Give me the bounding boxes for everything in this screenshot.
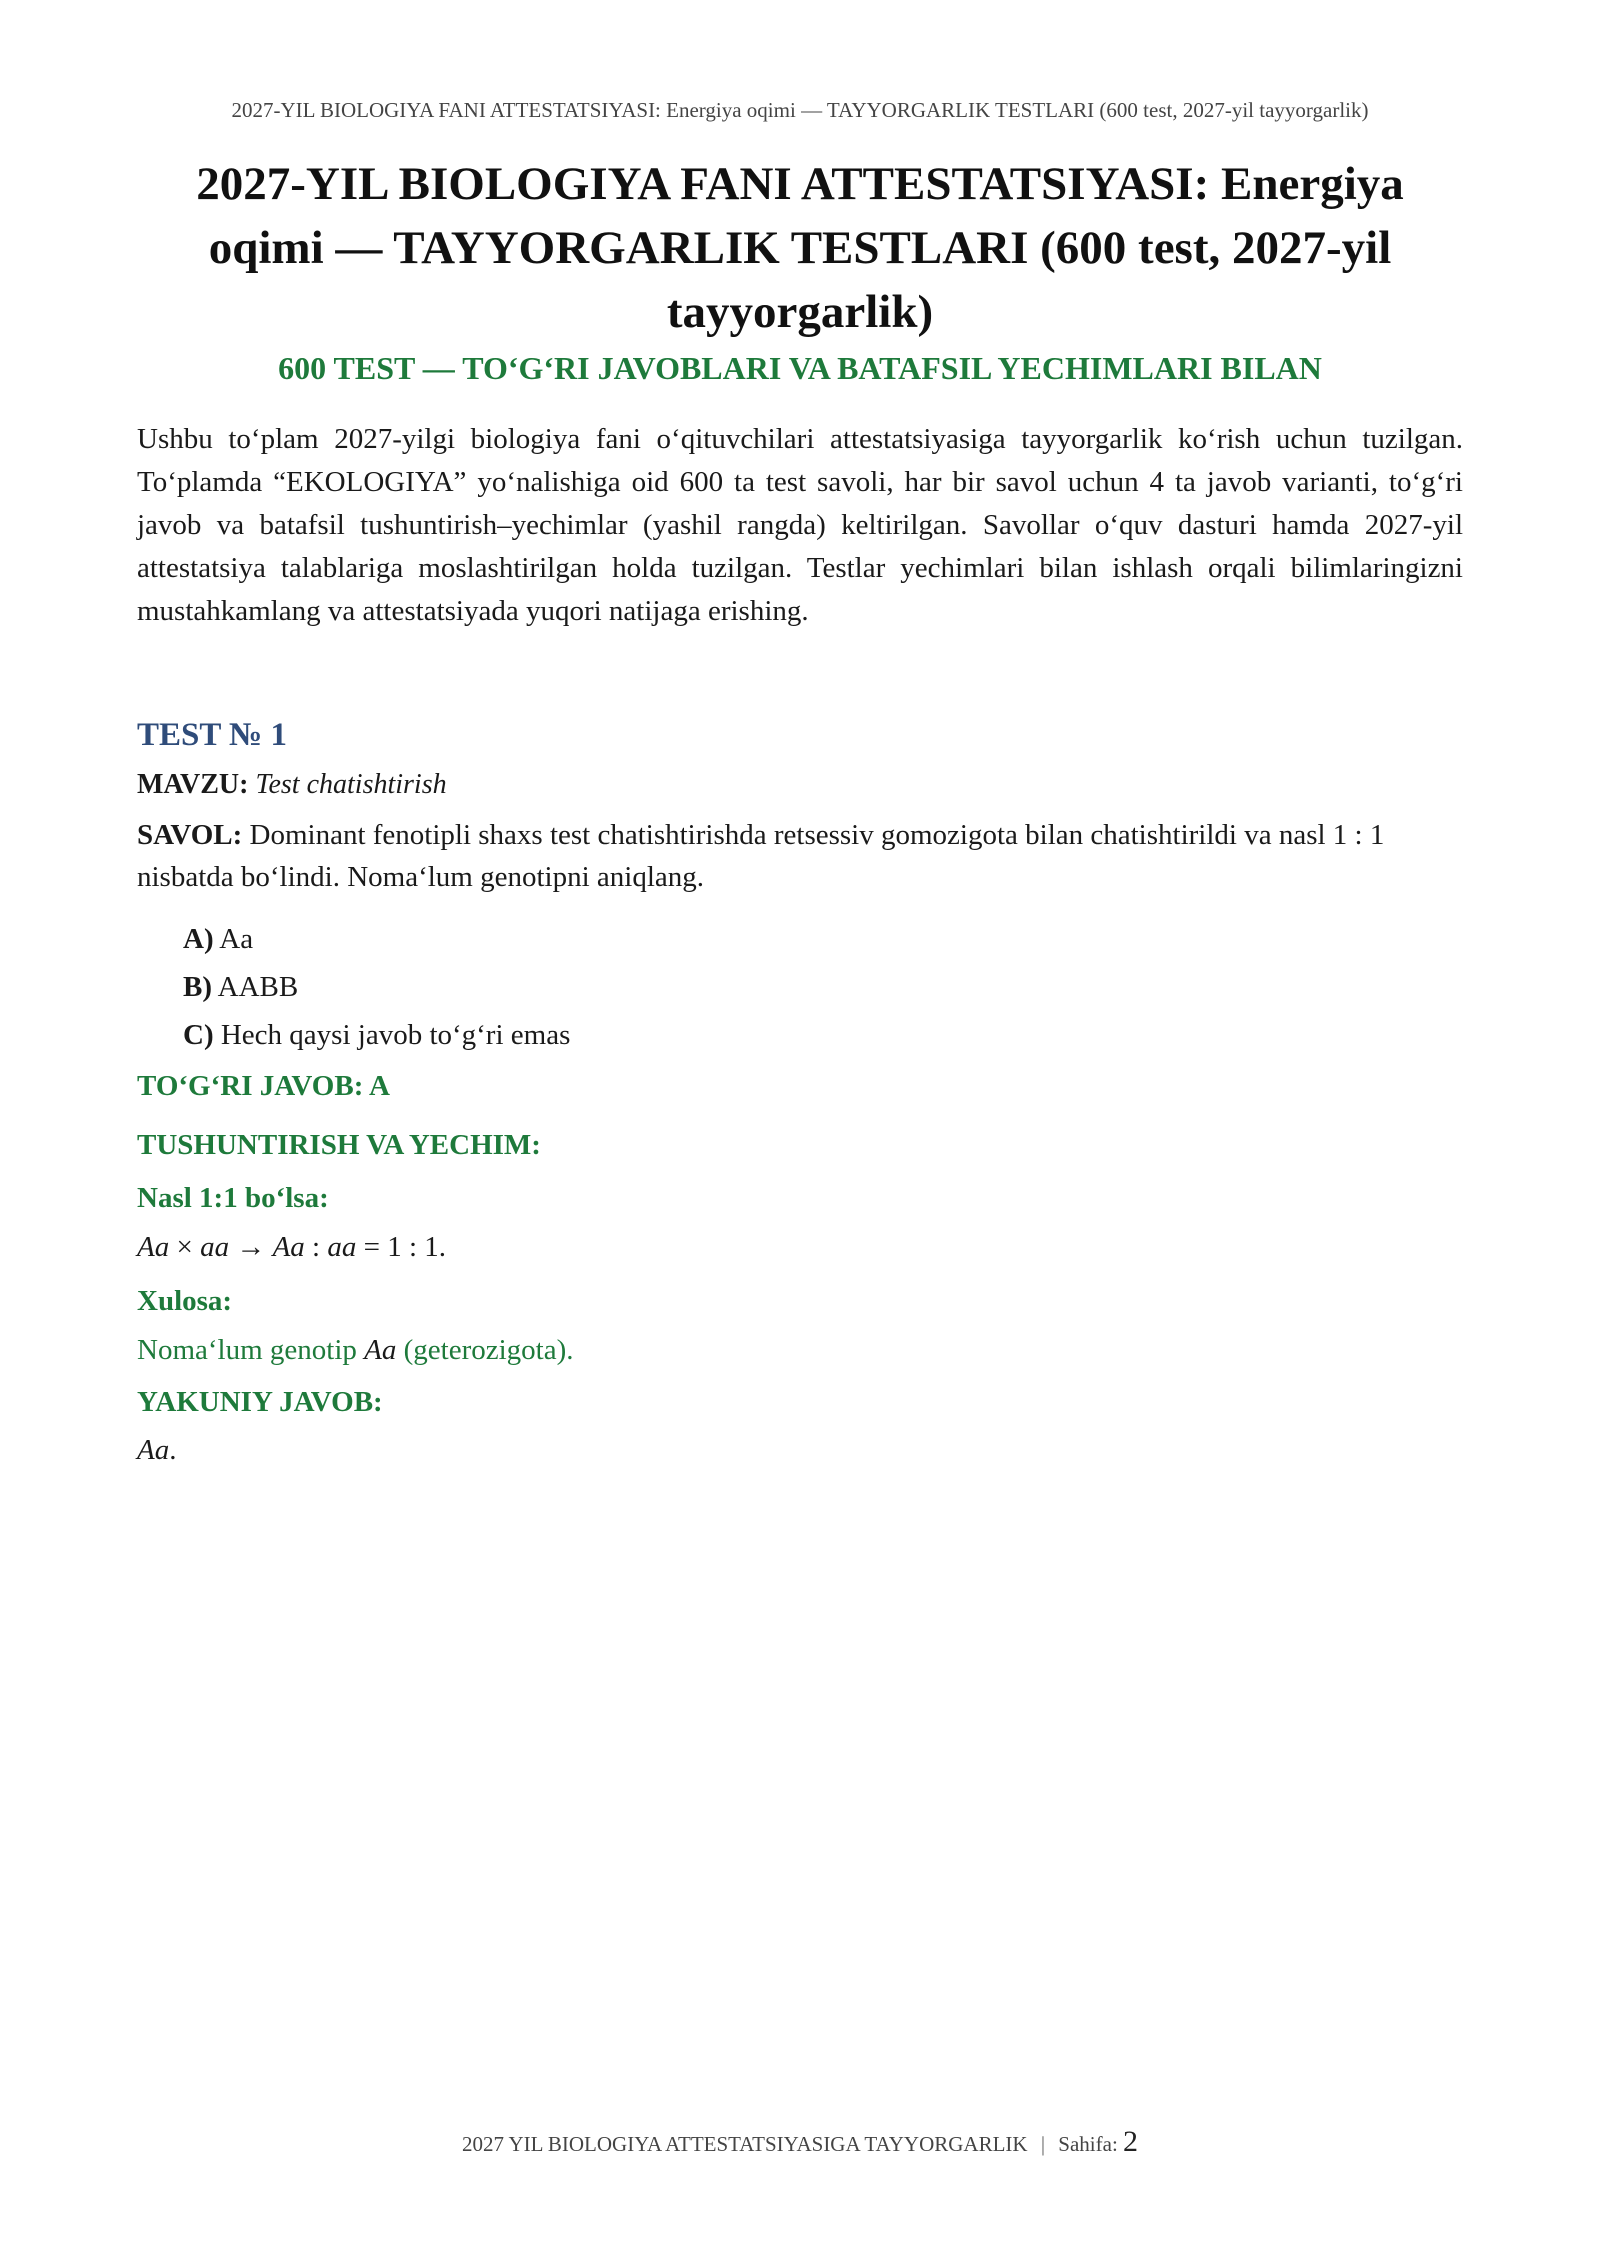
formula-ratio: = 1 : 1. [356,1231,447,1263]
question-label: SAVOL: [137,819,243,851]
conclusion-prefix: Noma‘lum genotip [137,1334,365,1366]
explanation-title: TUSHUNTIRISH VA YECHIM: [137,1129,541,1161]
conclusion-suffix: (geterozigota). [396,1334,574,1366]
intro-paragraph: Ushbu to‘plam 2027-yilgi biologiya fani o‘qituvchilari attestatsiyasiga tayyorgarlik ko‘rish uchun tuzilgan. To‘plamda “EKOLOGIYA” yo‘nalishiga oid 600 ta test savoli, har bir savol uchun 4 ta javob varianti, to‘g‘ri javob va batafsil tushuntirish–yechimlar (yashil rangda) keltirilgan. Savollar o‘quv dasturi hamda 2027-yil attestatsiya talablariga moslashtirilgan holda tuzilgan. Testlar yechimlari bilan ishlash orqali bilimlaringizni mustahkamlang va attestatsiyada yuqori natijaga erishing. [137,423,1463,627]
formula-offspring1: Aa [272,1231,305,1263]
correct-answer: TO‘G‘RI JAVOB: A [137,1070,390,1102]
option-text: Hech qaysi javob to‘g‘ri emas [220,1019,571,1051]
topic-label: MAVZU: [137,769,249,800]
offspring-ratio-title: Nasl 1:1 bo‘lsa: [137,1182,329,1214]
cross-formula [137,1227,446,1267]
formula-colon: : [304,1231,328,1263]
running-header: 2027-YIL BIOLOGIYA FANI ATTESTATSIYASI: Energiya oqimi — TAYYORGARLIK TESTLARI (600 test, 2027-yil tayyorgarlik) [231,98,1369,122]
conclusion-genotype: Aa [364,1334,397,1366]
answer-options [183,915,570,1059]
footer-separator: | [1040,2132,1046,2156]
final-answer-title: YAKUNIY JAVOB: [137,1386,383,1418]
question [137,814,1463,898]
conclusion-title: Xulosa: [137,1285,233,1317]
formula-arrow: → [229,1231,273,1263]
document-title: 2027-YIL BIOLOGIYA FANI ATTESTATSIYASI: Energiya oqimi — TAYYORGARLIK TESTLARI (600 test, 2027-yil tayyorgarlik) [196,158,1404,338]
option-a [183,915,570,963]
question-text: Dominant fenotipli shaxs test chatishtirishda retsessiv gomozigota bilan chatishtirildi va nasl 1 : 1 nisbatda bo‘lindi. Noma‘lum genotipni aniqlang. [137,819,1385,893]
topic-value: Test chatishtirish [255,769,447,800]
option-text: Aa [219,923,254,955]
topic-line [137,766,447,804]
conclusion-text [137,1330,574,1370]
final-answer-genotype: Aa [137,1434,170,1466]
final-answer-period: . [169,1434,177,1466]
option-c [183,1011,570,1059]
formula-offspring2: aa [327,1231,357,1263]
option-letter: C) [183,1019,214,1051]
option-b [183,963,570,1011]
page-number: 2 [1123,2125,1139,2158]
formula-parent2: aa [200,1231,230,1263]
document-subtitle: 600 TEST — TO‘G‘RI JAVOBLARI VA BATAFSIL YECHIMLARI BILAN [278,350,1322,386]
option-text: AABB [217,971,299,1003]
test-heading: TEST № 1 [137,717,287,753]
final-answer [137,1430,176,1470]
option-letter: A) [183,923,214,955]
footer-text: 2027 YIL BIOLOGIYA ATTESTATSIYASIGA TAYYORGARLIK [461,2132,1028,2156]
formula-parent1: Aa [137,1231,170,1263]
option-letter: B) [183,971,212,1003]
page-label: Sahifa: [1058,2132,1118,2156]
page-footer [0,2124,1600,2162]
formula-times: × [169,1231,201,1263]
